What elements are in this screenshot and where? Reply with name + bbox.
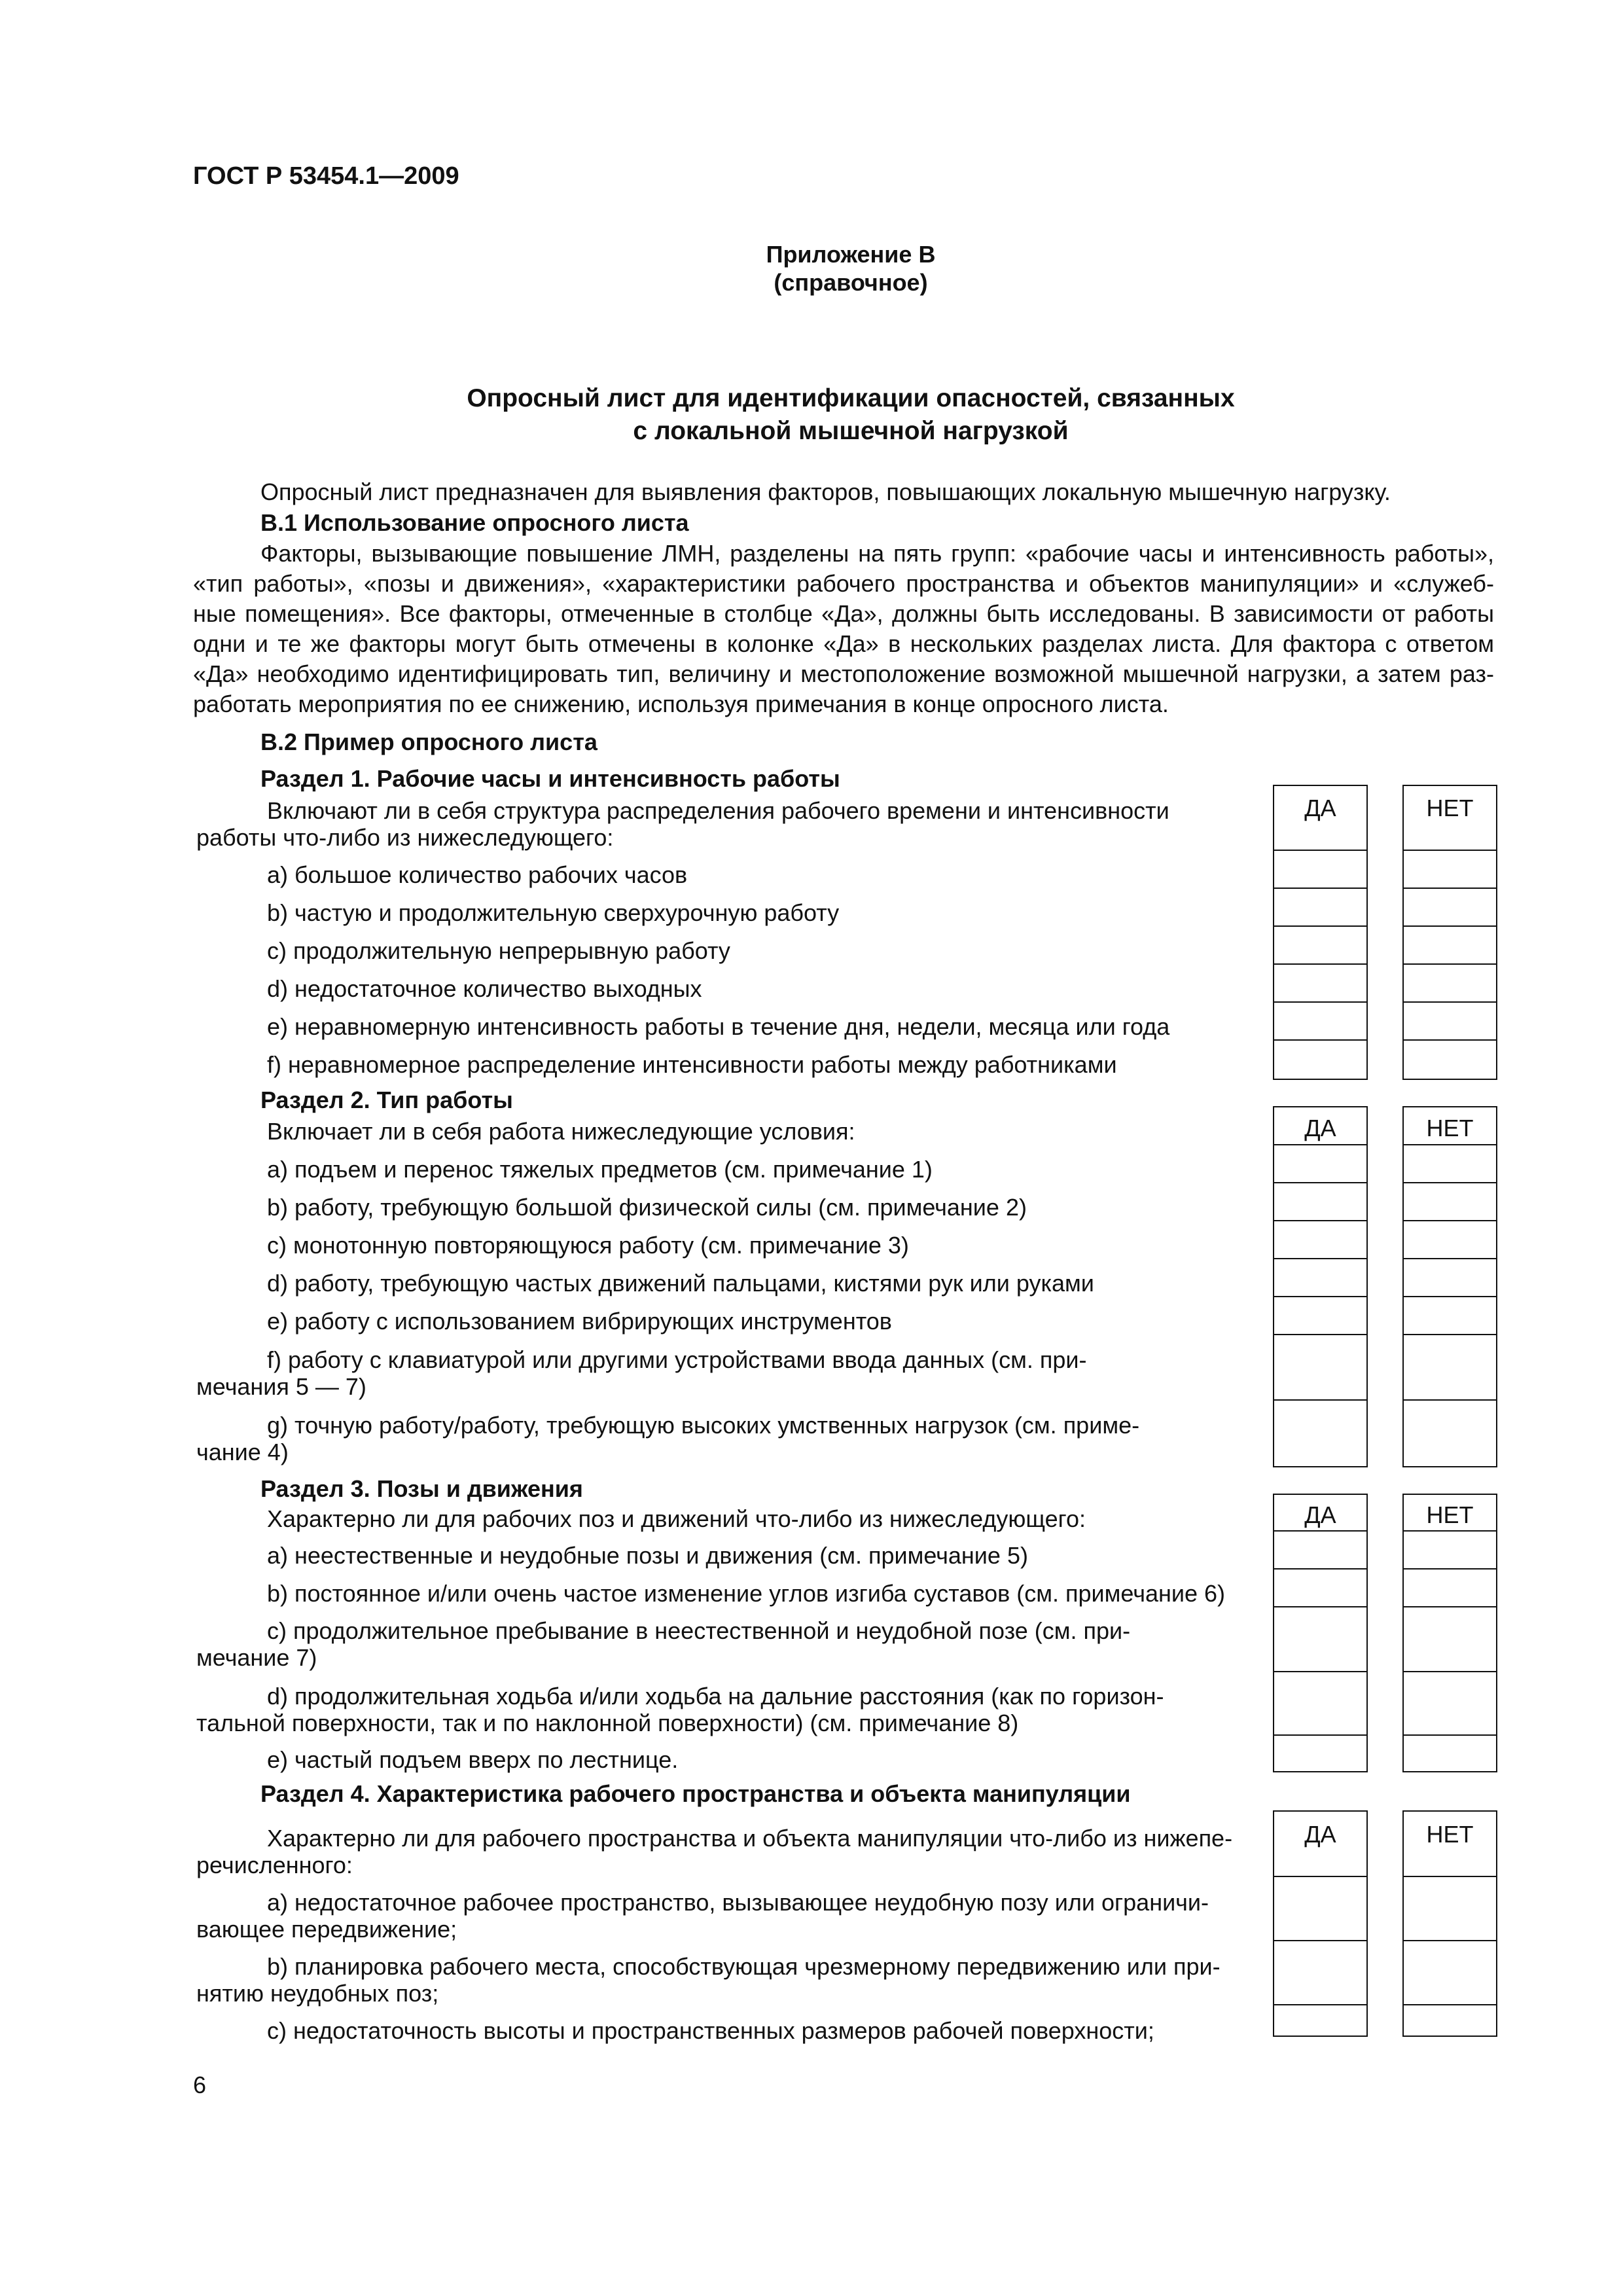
yes-checkbox[interactable] (1273, 2004, 1368, 2037)
section1-item: a) большое количество рабочих часов (267, 861, 688, 888)
yes-checkbox[interactable] (1273, 850, 1368, 888)
yes-checkbox[interactable] (1273, 1039, 1368, 1080)
appendix-kind: (справочное) (774, 269, 928, 296)
no-checkbox[interactable] (1402, 1334, 1497, 1399)
section4-question: Характерно ли для рабочего пространства и объекта манипуляции что-либо из нижепе- (267, 1825, 1233, 1852)
b1-line: «тип работы», «позы и движения», «характеристики рабочего пространства и объектов манипуляции» и «служеб- (193, 570, 1494, 597)
section2-item: d) работу, требующую частых движений пальцами, кистями рук или руками (267, 1270, 1094, 1297)
section3-question: Характерно ли для рабочих поз и движений что-либо из нижеследующего: (267, 1505, 1086, 1532)
section1-item: c) продолжительную непрерывную работу (267, 937, 730, 964)
yes-header: ДА (1304, 1115, 1336, 1141)
no-checkbox[interactable] (1402, 1039, 1497, 1080)
section1-item: d) недостаточное количество выходных (267, 975, 702, 1002)
yes-header: ДА (1304, 1821, 1336, 1848)
b1-line: одни и те же факторы могут быть отмечены в колонке «Да» в нескольких разделах листа. Для фактора с ответом (193, 630, 1494, 657)
yes-checkbox[interactable] (1273, 963, 1368, 1001)
yes-checkbox[interactable] (1273, 1399, 1368, 1467)
yes-checkbox[interactable] (1273, 1940, 1368, 2004)
section2-item: b) работу, требующую большой физической силы (см. примечание 2) (267, 1194, 1027, 1221)
yes-checkbox[interactable] (1273, 1876, 1368, 1940)
section1-question: работы что-либо из нижеследующего: (196, 824, 614, 851)
doc-title-line1: Опросный лист для идентификации опасностей, связанных (467, 384, 1235, 412)
section2-item: c) монотонную повторяющуюся работу (см. примечание 3) (267, 1232, 909, 1259)
intro-text: Опросный лист предназначен для выявления факторов, повышающих локальную мышечную нагрузку. (260, 478, 1391, 505)
section1-item: e) неравномерную интенсивность работы в течение дня, недели, месяца или года (267, 1013, 1170, 1040)
no-header: НЕТ (1426, 1115, 1474, 1141)
yes-checkbox[interactable] (1273, 1144, 1368, 1182)
no-checkbox[interactable] (1402, 1734, 1497, 1772)
section1-item: b) частую и продолжительную сверхурочную работу (267, 899, 840, 926)
yes-checkbox[interactable] (1273, 1606, 1368, 1671)
b1-line: ные помещения». Все факторы, отмеченные в столбце «Да», должны быть исследованы. В зависимости от работы (193, 600, 1494, 627)
no-checkbox[interactable] (1402, 1568, 1497, 1606)
section1-heading: Раздел 1. Рабочие часы и интенсивность работы (260, 765, 840, 792)
section2-item: чание 4) (196, 1439, 289, 1465)
section3-item: a) неестественные и неудобные позы и движения (см. примечание 5) (267, 1542, 1028, 1569)
no-checkbox[interactable] (1402, 1220, 1497, 1258)
no-checkbox[interactable] (1402, 850, 1497, 888)
no-checkbox[interactable] (1402, 1876, 1497, 1940)
section4-item: нятию неудобных поз; (196, 1980, 439, 2007)
standard-number: ГОСТ Р 53454.1—2009 (193, 162, 459, 190)
section4-item: c) недостаточность высоты и пространственных размеров рабочей поверхности; (267, 2017, 1154, 2044)
b1-line: «Да» необходимо идентифицировать тип, величину и местоположение возможной мышечной нагрузки, а затем раз- (193, 660, 1494, 687)
no-checkbox[interactable] (1402, 1258, 1497, 1296)
section4-heading: Раздел 4. Характеристика рабочего пространства и объекта манипуляции (260, 1780, 1131, 1807)
section1-item: f) неравномерное распределение интенсивности работы между работниками (267, 1051, 1117, 1078)
b1-line: Факторы, вызывающие повышение ЛМН, разделены на пять групп: «рабочие часы и интенсивность работы», (260, 540, 1494, 567)
section2-item: g) точную работу/работу, требующую высоких умственных нагрузок (см. приме- (267, 1412, 1140, 1439)
no-checkbox[interactable] (1402, 888, 1497, 925)
section2-question: Включает ли в себя работа нижеследующие условия: (267, 1118, 855, 1145)
yes-checkbox[interactable] (1273, 1220, 1368, 1258)
no-header: НЕТ (1426, 1821, 1474, 1848)
b1-line: работать мероприятия по ее снижению, используя примечания в конце опросного листа. (193, 691, 1169, 717)
appendix-title: Приложение В (766, 241, 936, 268)
yes-checkbox[interactable] (1273, 1258, 1368, 1296)
section4-question: речисленного: (196, 1852, 353, 1878)
section3-item: d) продолжительная ходьба и/или ходьба на дальние расстояния (как по горизон- (267, 1683, 1164, 1710)
no-checkbox[interactable] (1402, 1399, 1497, 1467)
section2-item: f) работу с клавиатурой или другими устройствами ввода данных (см. при- (267, 1346, 1087, 1373)
section3-item: тальной поверхности, так и по наклонной поверхности) (см. примечание 8) (196, 1710, 1019, 1736)
yes-header: ДА (1304, 795, 1336, 821)
section3-item: e) частый подъем вверх по лестнице. (267, 1746, 679, 1773)
no-checkbox[interactable] (1402, 1296, 1497, 1334)
section4-item: b) планировка рабочего места, способствующая чрезмерному передвижению или при- (267, 1953, 1221, 1980)
no-checkbox[interactable] (1402, 1606, 1497, 1671)
yes-checkbox[interactable] (1273, 925, 1368, 963)
yes-checkbox[interactable] (1273, 1001, 1368, 1039)
no-checkbox[interactable] (1402, 1144, 1497, 1182)
no-checkbox[interactable] (1402, 2004, 1497, 2037)
no-checkbox[interactable] (1402, 1001, 1497, 1039)
no-header: НЕТ (1426, 1501, 1474, 1528)
section-b2-heading: В.2 Пример опросного листа (260, 728, 597, 755)
page-number: 6 (193, 2072, 207, 2098)
yes-checkbox[interactable] (1273, 1182, 1368, 1220)
section3-item: мечание 7) (196, 1644, 317, 1671)
no-header: НЕТ (1426, 795, 1474, 821)
no-checkbox[interactable] (1402, 1530, 1497, 1568)
no-checkbox[interactable] (1402, 1940, 1497, 2004)
yes-checkbox[interactable] (1273, 1530, 1368, 1568)
yes-checkbox[interactable] (1273, 888, 1368, 925)
yes-checkbox[interactable] (1273, 1334, 1368, 1399)
no-checkbox[interactable] (1402, 925, 1497, 963)
section2-heading: Раздел 2. Тип работы (260, 1086, 513, 1113)
section4-item: вающее передвижение; (196, 1916, 457, 1943)
no-checkbox[interactable] (1402, 963, 1497, 1001)
section2-item: e) работу с использованием вибрирующих инструментов (267, 1308, 892, 1335)
section1-question: Включают ли в себя структура распределения рабочего времени и интенсивности (267, 797, 1169, 824)
section3-item: b) постоянное и/или очень частое изменение углов изгиба суставов (см. примечание 6) (267, 1580, 1226, 1607)
yes-header: ДА (1304, 1501, 1336, 1528)
section4-item: a) недостаточное рабочее пространство, вызывающее неудобную позу или ограничи- (267, 1889, 1209, 1916)
no-checkbox[interactable] (1402, 1182, 1497, 1220)
yes-checkbox[interactable] (1273, 1296, 1368, 1334)
section2-item: мечания 5 — 7) (196, 1373, 366, 1400)
section3-item: c) продолжительное пребывание в неестественной и неудобной позе (см. при- (267, 1617, 1131, 1644)
yes-checkbox[interactable] (1273, 1734, 1368, 1772)
yes-checkbox[interactable] (1273, 1568, 1368, 1606)
doc-title-line2: с локальной мышечной нагрузкой (633, 417, 1069, 445)
section-b1-heading: В.1 Использование опросного листа (260, 509, 689, 536)
section3-heading: Раздел 3. Позы и движения (260, 1475, 583, 1502)
yes-checkbox[interactable] (1273, 1671, 1368, 1734)
section2-item: a) подъем и перенос тяжелых предметов (см. примечание 1) (267, 1156, 933, 1183)
no-checkbox[interactable] (1402, 1671, 1497, 1734)
